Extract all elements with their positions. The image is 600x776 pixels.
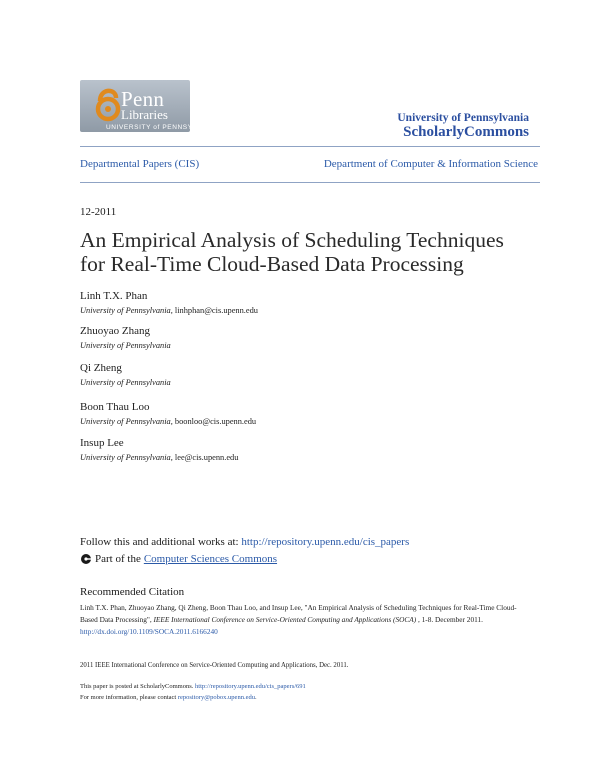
repository-name[interactable]: ScholarlyCommons	[403, 124, 529, 140]
citation-part-a: Linh T.X. Phan, Zhuoyao Zhang, Qi Zheng, Boon Thau Loo, and Insup Lee, "An Empirical Analysis of Scheduling Techniques for Real-Time Cloud-Based Data Processing",	[80, 603, 517, 624]
author-name: Boon Thau Loo	[80, 401, 150, 413]
paper-title-line-1: An Empirical Analysis of Scheduling Techniques	[80, 228, 504, 252]
computer-sciences-commons-link[interactable]: Computer Sciences Commons	[143, 553, 278, 565]
affiliation-text: University of Pennsylvania	[80, 453, 171, 462]
author-affiliation	[80, 306, 258, 315]
logo-text-university: UNIVERSITY of PENNSYLVANIA	[106, 124, 219, 131]
contact-suffix: .	[254, 694, 257, 701]
affiliation-text: University of Pennsylvania	[80, 378, 171, 387]
posted-note	[80, 683, 306, 690]
paper-title-line-2: for Real-Time Cloud-Based Data Processing	[80, 252, 464, 276]
header-divider-bottom	[80, 182, 540, 183]
contact-note	[80, 694, 257, 701]
contact-prefix: For more information, please contact	[80, 694, 178, 701]
breadcrumb-departmental-papers[interactable]: Departmental Papers (CIS)	[80, 158, 200, 170]
part-of-line	[80, 553, 277, 565]
author-email: , boonloo@cis.upenn.edu	[170, 417, 257, 426]
commons-network-icon	[80, 553, 92, 565]
author-affiliation	[80, 417, 256, 426]
author-name: Qi Zheng	[80, 362, 122, 374]
author-affiliation	[80, 341, 171, 350]
citation-text	[80, 602, 520, 638]
author-affiliation	[80, 453, 238, 462]
publication-date: 12-2011	[80, 206, 117, 218]
breadcrumb-department[interactable]: Department of Computer & Information Science	[323, 158, 538, 170]
part-of-prefix: Part of the	[95, 553, 141, 565]
logo-text-libraries: Libraries	[121, 107, 168, 122]
author-name: Linh T.X. Phan	[80, 290, 148, 302]
author-name: Insup Lee	[80, 437, 124, 449]
author-email: , linhphan@cis.upenn.edu	[170, 306, 258, 315]
logo-text-penn: Penn	[121, 87, 165, 111]
citation-venue: IEEE International Conference on Service-Oriented Computing and Applications (SOCA)	[153, 615, 417, 624]
affiliation-text: University of Pennsylvania	[80, 417, 171, 426]
citation-part-b: , 1-8. December 2011.	[416, 615, 483, 624]
header-divider-top	[80, 146, 540, 147]
conference-note: 2011 IEEE International Conference on Service-Oriented Computing and Applications, Dec. 2011.	[80, 662, 349, 669]
author-affiliation	[80, 378, 171, 387]
doi-link[interactable]: http://dx.doi.org/10.1109/SOCA.2011.6166240	[80, 627, 218, 636]
affiliation-text: University of Pennsylvania	[80, 306, 171, 315]
contact-email-link[interactable]: repository@pobox.upenn.edu	[177, 694, 255, 701]
paper-title	[80, 228, 550, 276]
paper-url-link[interactable]: http://repository.upenn.edu/cis_papers/691	[195, 683, 306, 690]
recommended-citation-heading: Recommended Citation	[80, 586, 185, 598]
author-name: Zhuoyao Zhang	[80, 325, 150, 337]
follow-link[interactable]: http://repository.upenn.edu/cis_papers	[241, 536, 410, 548]
affiliation-text: University of Pennsylvania	[80, 341, 171, 350]
institution-name[interactable]: University of Pennsylvania	[397, 112, 529, 124]
author-email: , lee@cis.upenn.edu	[170, 453, 239, 462]
posted-prefix: This paper is posted at ScholarlyCommons.	[80, 683, 196, 690]
follow-prefix: Follow this and additional works at:	[80, 536, 242, 548]
follow-line	[80, 536, 409, 548]
